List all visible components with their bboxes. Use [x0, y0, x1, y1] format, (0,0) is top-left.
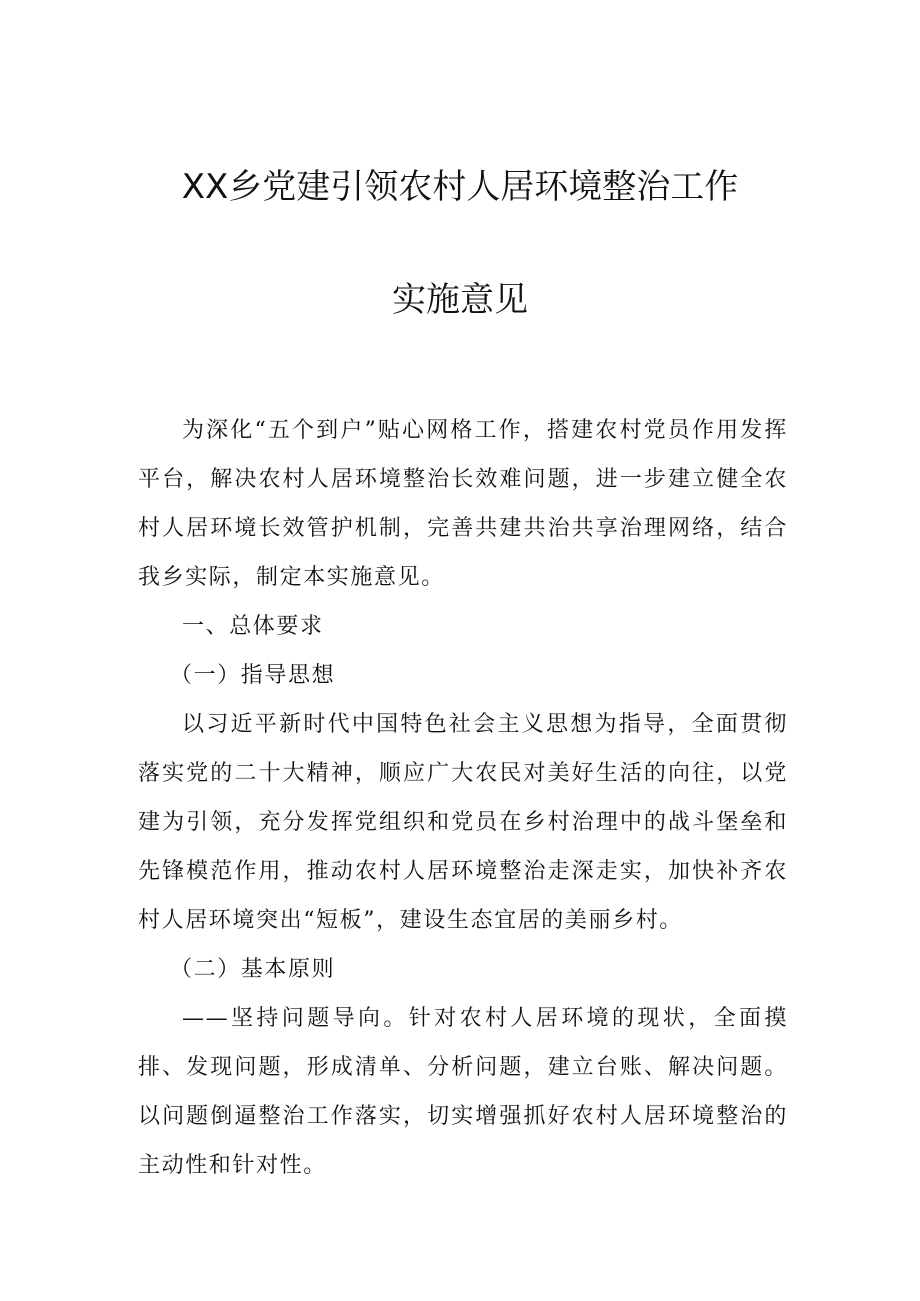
principle-problem-oriented-paragraph: ——坚持问题导向。针对农村人居环境的现状，全面摸排、发现问题，形成清单、分析问题，建立台账、解决问题。以问题倒逼整治工作落实，切实增强抓好农村人居环境整治的主动性和针对性。 — [138, 1006, 788, 1178]
section-heading-general-requirements: 一、总体要求 — [182, 614, 324, 639]
document-body — [138, 406, 788, 1190]
subsection-heading-guiding-ideology: （一）指导思想 — [170, 663, 336, 688]
intro-paragraph: 为深化“五个到户”贴心网格工作，搭建农村党员作用发挥平台，解决农村人居环境整治长效难问题，进一步建立健全农村人居环境长效管护机制，完善共建共治共享治理网络，结合我乡实际，制定本实施意见。 — [138, 418, 788, 590]
guiding-ideology-paragraph: 以习近平新时代中国特色社会主义思想为指导，全面贯彻落实党的二十大精神，顺应广大农民对美好生活的向往，以党建为引领，充分发挥党组织和党员在乡村治理中的战斗堡垒和先锋模范作用，推动农村人居环境整治走深走实，加快补齐农村人居环境突出“短板”，建设生态宜居的美丽乡村。 — [138, 712, 788, 933]
document-title-line-2: 实施意见 — [392, 280, 528, 320]
document-title-line-1: XX乡党建引领农村人居环境整治工作 — [181, 167, 739, 207]
subsection-heading-basic-principles: （二）基本原则 — [170, 957, 336, 982]
